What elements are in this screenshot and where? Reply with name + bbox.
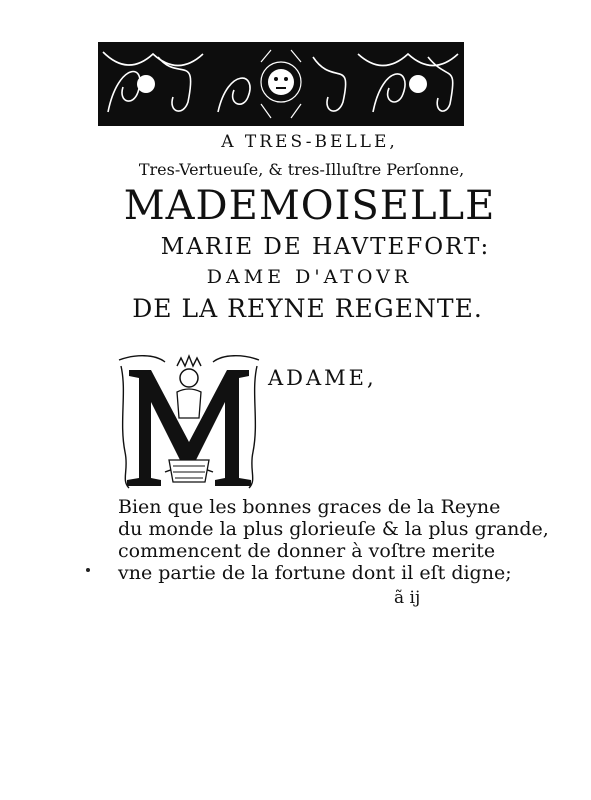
dedication-line-2: Tres-Vertueuſe, & tres-Illuſtre Perſonne, — [138, 160, 465, 179]
dedicatee-title: DAME D'ATOVR — [206, 266, 413, 288]
body-text-line-2: du monde la plus glorieuſe & la plus grande, — [118, 518, 549, 540]
body-text-line-3: commencent de donner à voſtre merite — [118, 540, 496, 562]
decorated-initial — [115, 352, 263, 494]
signature-mark: ã ij — [394, 588, 421, 608]
salutation-rest: ADAME, — [268, 366, 377, 390]
body-text-line-1: Bien que les bonnes graces de la Reyne — [118, 496, 501, 518]
dedication-line-1: A TRES-BELLE, — [221, 132, 398, 152]
dedicatee-title-cont: DE LA REYNE REGENTE. — [132, 294, 483, 323]
dedicatee-full-name: MARIE DE HAVTEFORT: — [160, 234, 491, 260]
body-text-line-4: vne partie de la fortune dont il eſt digne; — [118, 562, 512, 584]
dedicatee-name-heading: MADEMOISELLE — [123, 183, 496, 229]
ornamental-headpiece — [98, 42, 464, 126]
margin-mark — [86, 568, 90, 572]
